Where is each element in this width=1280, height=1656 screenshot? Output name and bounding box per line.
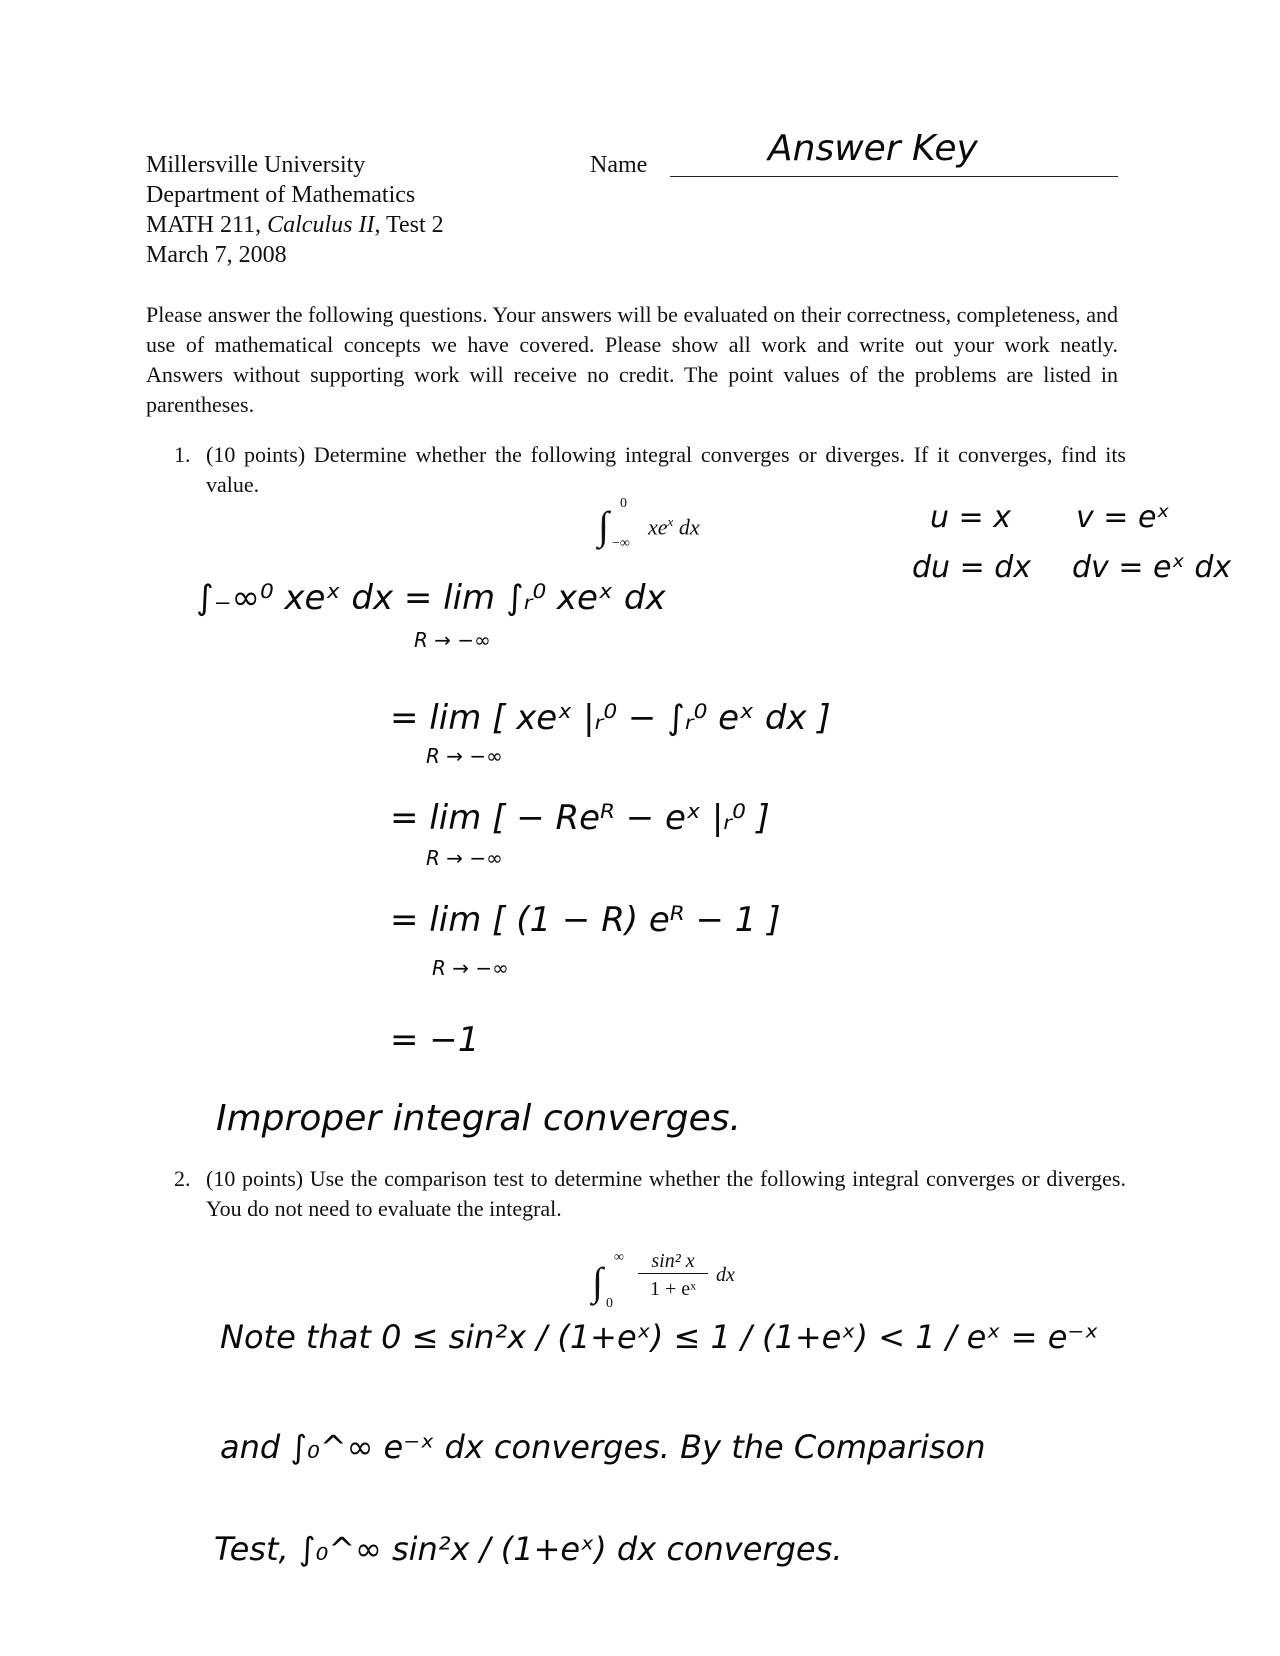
integral-sign: ∫ (592, 1259, 603, 1304)
parts-v: v = eˣ (1076, 500, 1170, 535)
instructions: Please answer the following questions. Your answers will be evaluated on their correctness, completeness, and use of mathematical concepts we have covered. Please show all work and write out your work neatly. Answers without supporting work will receive no credit. The point values of the problems are listed in parentheses. (146, 302, 1118, 417)
parts-du: du = dx (912, 550, 1032, 585)
problem-2-text: (10 points) Use the comparison test to determine whether the following integral converges or diverges. You do not need to evaluate the integral. (206, 1166, 1126, 1221)
course-line (146, 210, 444, 240)
integrand-numerator: sin² x (638, 1250, 708, 1274)
limit-label-3: R → −∞ (426, 846, 503, 870)
problem-2-work-line-1: Note that 0 ≤ sin²x / (1+eˣ) ≤ 1 / (1+eˣ) < 1 / eˣ = e⁻ˣ (220, 1318, 1099, 1356)
problem-1-conclusion: Improper integral converges. (216, 1098, 741, 1139)
name-value-handwritten: Answer Key (768, 128, 978, 169)
solution-step-2: = lim [ xeˣ |ᵣ⁰ − ∫ᵣ⁰ eˣ dx ] (390, 698, 831, 738)
integral-upper-limit: ∞ (614, 1250, 624, 1265)
limit-label-4: R → −∞ (432, 956, 509, 980)
solution-result: = −1 (390, 1020, 480, 1060)
limit-label-1: R → −∞ (414, 628, 491, 652)
problem-2-number: 2. (174, 1166, 191, 1191)
course-prefix: MATH 211, (146, 212, 268, 238)
limit-label-2: R → −∞ (426, 744, 503, 768)
integrand-denominator: 1 + eˣ (650, 1278, 696, 1300)
integral-lower-limit: −∞ (612, 536, 630, 551)
integral-sign: ∫ (598, 503, 609, 548)
name-underline (670, 176, 1118, 177)
course-suffix: , Test 2 (374, 212, 444, 238)
problem-2-work-line-2: and ∫₀^∞ e⁻ˣ dx converges. By the Comparison (220, 1428, 986, 1466)
parts-dv: dv = eˣ dx (1072, 550, 1232, 585)
department: Department of Mathematics (146, 182, 416, 208)
exam-header (146, 150, 444, 270)
solution-step-3: = lim [ − Reᴿ − eˣ |ᵣ⁰ ] (390, 798, 770, 838)
problem-2-work-line-3: Test, ∫₀^∞ sin²x / (1+eˣ) dx converges. (214, 1530, 843, 1568)
name-label: Name (590, 152, 648, 178)
problem-1-integral (598, 496, 758, 560)
integral-lower-limit: 0 (606, 1296, 613, 1311)
exam-date: March 7, 2008 (146, 242, 287, 268)
solution-step-1: ∫₋∞⁰ xeˣ dx = lim ∫ᵣ⁰ xeˣ dx (196, 578, 666, 618)
parts-u: u = x (930, 500, 1011, 535)
university: Millersville University (146, 152, 366, 178)
problem-2-integral (592, 1246, 772, 1320)
integral-integrand: $xe^x$ dx (648, 514, 700, 540)
integral-dx: dx (716, 1264, 735, 1286)
problem-1-number: 1. (174, 442, 191, 467)
solution-step-4: = lim [ (1 − R) eᴿ − 1 ] (390, 900, 781, 940)
integral-upper-limit: 0 (620, 496, 627, 511)
course-name: Calculus II (267, 212, 375, 238)
problem-1-text: (10 points) Determine whether the following integral converges or diverges. If it converges, find its value. (206, 442, 1126, 497)
